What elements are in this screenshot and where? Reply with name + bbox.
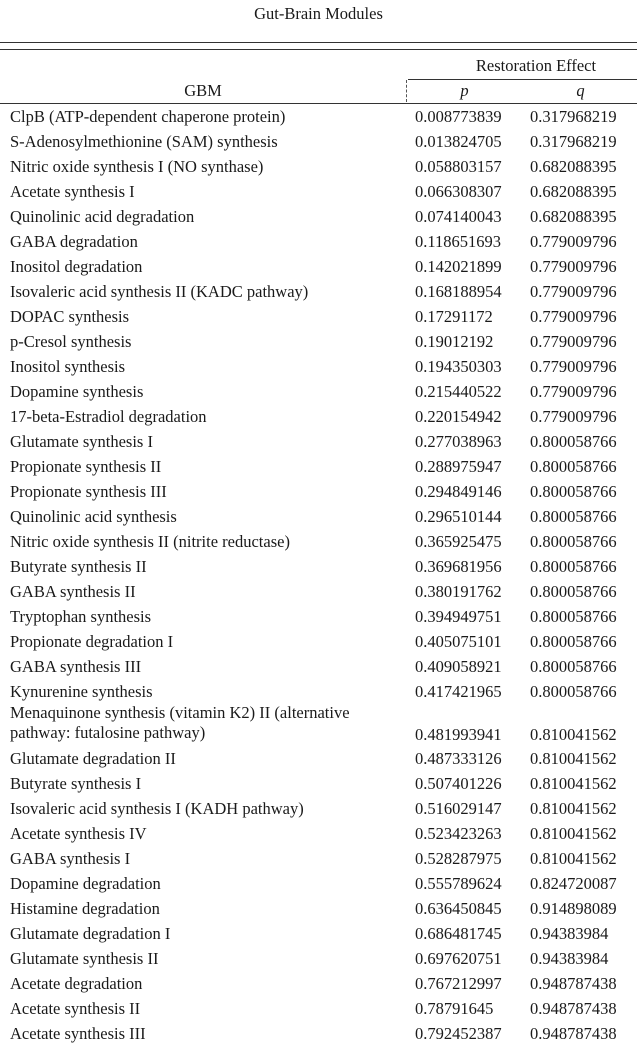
- q-value: 0.779009796: [530, 357, 617, 376]
- gbm-name: Inositol synthesis: [10, 357, 126, 376]
- gbm-name: Dopamine degradation: [10, 874, 161, 893]
- table-body: [0, 106, 637, 1048]
- table-row: [0, 581, 637, 606]
- p-value: 0.636450845: [415, 899, 502, 918]
- gbm-name: 17-beta-Estradiol degradation: [10, 407, 207, 426]
- table-row: [0, 898, 637, 923]
- gbm-name: S-Adenosylmethionine (SAM) synthesis: [10, 132, 278, 151]
- q-value: 0.824720087: [530, 874, 617, 893]
- table-row: [0, 406, 637, 431]
- q-value: 0.317968219: [530, 132, 617, 151]
- column-header-q: q: [576, 81, 585, 100]
- column-separator: [406, 80, 407, 102]
- table-row: [0, 156, 637, 181]
- p-value: 0.194350303: [415, 357, 502, 376]
- table-row: [0, 306, 637, 331]
- gbm-name: Isovaleric acid synthesis II (KADC pathway): [10, 282, 309, 301]
- column-header-p: p: [460, 81, 469, 100]
- table-row: [0, 998, 637, 1023]
- header-rule: [0, 49, 637, 50]
- q-value: 0.779009796: [530, 407, 617, 426]
- q-value: 0.779009796: [530, 232, 617, 251]
- gbm-name: Glutamate synthesis I: [10, 432, 153, 451]
- gbm-name: p-Cresol synthesis: [10, 332, 132, 351]
- p-value: 0.19012192: [415, 332, 494, 351]
- table-row: [0, 556, 637, 581]
- table-row: [0, 356, 637, 381]
- q-value: 0.779009796: [530, 332, 617, 351]
- table-row: [0, 1023, 637, 1048]
- q-value: 0.317968219: [530, 107, 617, 126]
- gbm-name: GABA synthesis I: [10, 849, 131, 868]
- gbm-name: GABA synthesis III: [10, 657, 142, 676]
- gbm-name: Glutamate synthesis II: [10, 949, 159, 968]
- gbm-name: Propionate synthesis III: [10, 482, 167, 501]
- gbm-name: Nitric oxide synthesis I (NO synthase): [10, 157, 264, 176]
- gbm-name: GABA degradation: [10, 232, 138, 251]
- q-value: 0.682088395: [530, 207, 617, 226]
- gbm-name: Acetate degradation: [10, 974, 143, 993]
- p-value: 0.294849146: [415, 482, 502, 501]
- q-value: 0.810041562: [530, 725, 617, 744]
- q-value: 0.800058766: [530, 557, 617, 576]
- q-value: 0.682088395: [530, 182, 617, 201]
- p-value: 0.686481745: [415, 924, 502, 943]
- q-value: 0.948787438: [530, 974, 617, 993]
- q-value: 0.810041562: [530, 799, 617, 818]
- q-value: 0.800058766: [530, 457, 617, 476]
- q-value: 0.800058766: [530, 582, 617, 601]
- p-value: 0.417421965: [415, 682, 502, 701]
- q-value: 0.914898089: [530, 899, 617, 918]
- top-rule: [0, 42, 637, 43]
- table-row: [0, 703, 637, 748]
- table-row: [0, 948, 637, 973]
- table-row: [0, 256, 637, 281]
- q-value: 0.779009796: [530, 382, 617, 401]
- q-value: 0.94383984: [530, 924, 609, 943]
- p-value: 0.792452387: [415, 1024, 502, 1043]
- q-value: 0.779009796: [530, 307, 617, 326]
- gbm-name: Kynurenine synthesis: [10, 682, 153, 701]
- column-header-rule: [0, 103, 637, 104]
- gbm-name: Quinolinic acid degradation: [10, 207, 195, 226]
- table-row: [0, 506, 637, 531]
- p-value: 0.528287975: [415, 849, 502, 868]
- gbm-name: Acetate synthesis IV: [10, 824, 147, 843]
- table-row: [0, 206, 637, 231]
- table-row: [0, 873, 637, 898]
- q-value: 0.682088395: [530, 157, 617, 176]
- table-row: [0, 431, 637, 456]
- table-row: [0, 923, 637, 948]
- table-row: [0, 181, 637, 206]
- gbm-name: Glutamate degradation II: [10, 749, 176, 768]
- gbm-name: Inositol degradation: [10, 257, 143, 276]
- p-value: 0.008773839: [415, 107, 502, 126]
- p-value: 0.142021899: [415, 257, 502, 276]
- p-value: 0.074140043: [415, 207, 502, 226]
- gbm-name: Isovaleric acid synthesis I (KADH pathway): [10, 799, 304, 818]
- gbm-name: Nitric oxide synthesis II (nitrite reductase): [10, 532, 290, 551]
- q-value: 0.948787438: [530, 1024, 617, 1043]
- q-value: 0.800058766: [530, 607, 617, 626]
- p-value: 0.066308307: [415, 182, 502, 201]
- gbm-name: Butyrate synthesis II: [10, 557, 147, 576]
- gbm-name: Dopamine synthesis: [10, 382, 144, 401]
- gbm-name: Menaquinone synthesis (vitamin K2) II (alternative pathway: futalosine pathway): [10, 703, 350, 742]
- q-value: 0.948787438: [530, 999, 617, 1018]
- p-value: 0.220154942: [415, 407, 502, 426]
- q-value: 0.800058766: [530, 507, 617, 526]
- q-value: 0.800058766: [530, 682, 617, 701]
- table-row: [0, 231, 637, 256]
- p-value: 0.380191762: [415, 582, 502, 601]
- p-value: 0.394949751: [415, 607, 502, 626]
- q-value: 0.810041562: [530, 849, 617, 868]
- q-value: 0.810041562: [530, 824, 617, 843]
- gbm-name: Butyrate synthesis I: [10, 774, 142, 793]
- p-value: 0.058803157: [415, 157, 502, 176]
- p-value: 0.697620751: [415, 949, 502, 968]
- table-row: [0, 773, 637, 798]
- q-value: 0.800058766: [530, 532, 617, 551]
- gbm-name: Tryptophan synthesis: [10, 607, 152, 626]
- table-title: Gut-Brain Modules: [254, 4, 383, 23]
- p-value: 0.487333126: [415, 749, 502, 768]
- table-row: [0, 531, 637, 556]
- gbm-name: Acetate synthesis III: [10, 1024, 146, 1043]
- table-row: [0, 748, 637, 773]
- p-value: 0.507401226: [415, 774, 502, 793]
- gbm-name: DOPAC synthesis: [10, 307, 130, 326]
- group-header-underline: [408, 79, 637, 80]
- p-value: 0.523423263: [415, 824, 502, 843]
- table-row: [0, 848, 637, 873]
- p-value: 0.555789624: [415, 874, 502, 893]
- table-row: [0, 606, 637, 631]
- table-row: [0, 456, 637, 481]
- p-value: 0.409058921: [415, 657, 502, 676]
- gbm-name: Quinolinic acid synthesis: [10, 507, 177, 526]
- table-row: [0, 281, 637, 306]
- table-row: [0, 381, 637, 406]
- table-row: [0, 131, 637, 156]
- gbm-name: Acetate synthesis I: [10, 182, 135, 201]
- q-value: 0.800058766: [530, 432, 617, 451]
- p-value: 0.215440522: [415, 382, 502, 401]
- q-value: 0.800058766: [530, 632, 617, 651]
- p-value: 0.516029147: [415, 799, 502, 818]
- p-value: 0.277038963: [415, 432, 502, 451]
- table-row: [0, 823, 637, 848]
- q-value: 0.779009796: [530, 257, 617, 276]
- p-value: 0.369681956: [415, 557, 502, 576]
- gbm-name: Acetate synthesis II: [10, 999, 141, 1018]
- table-row: [0, 106, 637, 131]
- p-value: 0.405075101: [415, 632, 502, 651]
- table-row: [0, 973, 637, 998]
- p-value: 0.013824705: [415, 132, 502, 151]
- table-row: [0, 331, 637, 356]
- q-value: 0.810041562: [530, 749, 617, 768]
- q-value: 0.810041562: [530, 774, 617, 793]
- gbm-name: ClpB (ATP-dependent chaperone protein): [10, 107, 286, 126]
- column-header-gbm: GBM: [184, 81, 222, 100]
- p-value: 0.296510144: [415, 507, 502, 526]
- p-value: 0.288975947: [415, 457, 502, 476]
- p-value: 0.118651693: [415, 232, 502, 251]
- table-row: [0, 481, 637, 506]
- q-value: 0.94383984: [530, 949, 609, 968]
- p-value: 0.481993941: [415, 725, 502, 744]
- gbm-name: Glutamate degradation I: [10, 924, 171, 943]
- table-row: [0, 656, 637, 681]
- q-value: 0.800058766: [530, 657, 617, 676]
- p-value: 0.767212997: [415, 974, 502, 993]
- p-value: 0.365925475: [415, 532, 502, 551]
- table-row: [0, 798, 637, 823]
- gbm-name: Propionate degradation I: [10, 632, 174, 651]
- gbm-name: GABA synthesis II: [10, 582, 136, 601]
- gbm-name: Propionate synthesis II: [10, 457, 162, 476]
- q-value: 0.779009796: [530, 282, 617, 301]
- p-value: 0.17291172: [415, 307, 493, 326]
- p-value: 0.78791645: [415, 999, 494, 1018]
- q-value: 0.800058766: [530, 482, 617, 501]
- group-header-restoration-effect: Restoration Effect: [475, 56, 597, 75]
- gbm-name: Histamine degradation: [10, 899, 160, 918]
- p-value: 0.168188954: [415, 282, 502, 301]
- table-row: [0, 631, 637, 656]
